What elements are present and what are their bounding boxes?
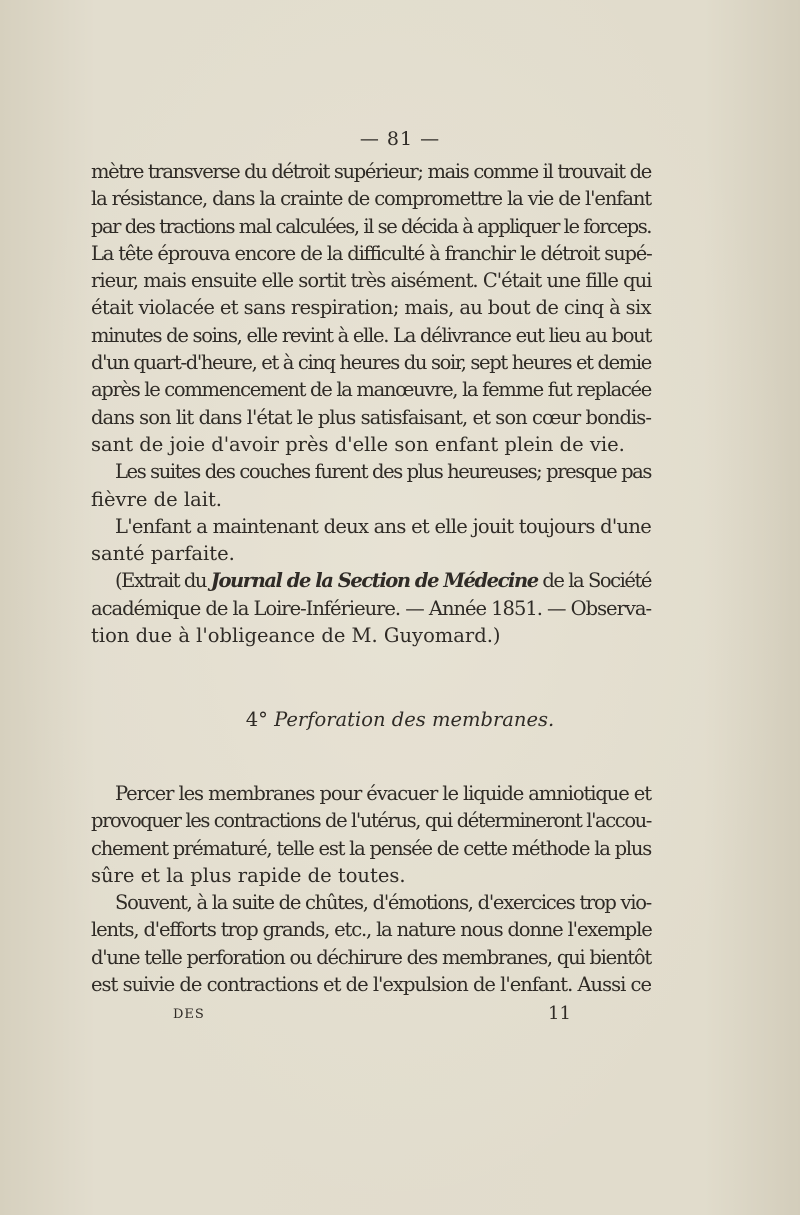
journal-title: Journal de la Section de Médecine bbox=[210, 569, 538, 593]
text-line: Les suites des couches furent des plus heureuses; presque pas bbox=[115, 460, 652, 484]
citation-after: de la Société bbox=[537, 569, 651, 593]
page-number: — 81 — bbox=[359, 128, 441, 150]
text-line: L'enfant a maintenant deux ans et elle jouit toujours d'une bbox=[115, 514, 651, 538]
citation-line bbox=[91, 567, 651, 594]
text-line: d'une telle perforation ou déchirure des membranes, qui bientôt bbox=[91, 945, 651, 969]
text-line: par des tractions mal calculées, il se décida à appliquer le forceps. bbox=[91, 214, 651, 238]
text-line: provoquer les contractions de l'utérus, qui détermineront l'accou- bbox=[91, 809, 651, 833]
text-line: rieur, mais ensuite elle sortit très aisément. C'était une fille qui bbox=[91, 269, 652, 293]
text-line: dans son lit dans l'état le plus satisfaisant, et son cœur bondis- bbox=[91, 405, 651, 429]
section-number: 4° bbox=[245, 708, 268, 731]
text-line: lents, d'efforts trop grands, etc., la nature nous donne l'exemple bbox=[91, 918, 652, 942]
text-line: Souvent, à la suite de chûtes, d'émotions, d'exercices trop vio- bbox=[115, 891, 651, 915]
text-line: après le commencement de la manœuvre, la femme fut replacée bbox=[91, 378, 651, 402]
sheet-number: 11 bbox=[548, 1003, 571, 1024]
signature-mark: DES bbox=[173, 1007, 205, 1022]
paragraph-block-1 bbox=[91, 158, 651, 649]
citation-line: tion due à l'obligeance de M. Guyomard.) bbox=[91, 624, 501, 648]
section-heading bbox=[0, 708, 800, 731]
text-line: est suivie de contractions et de l'expulsion de l'enfant. Aussi ce bbox=[91, 973, 651, 997]
paragraph-block-2 bbox=[91, 780, 651, 998]
text-line: chement prématuré, telle est la pensée de cette méthode la plus bbox=[91, 836, 651, 860]
section-title: Perforation des membranes. bbox=[274, 708, 555, 731]
citation-open: (Extrait du bbox=[115, 569, 211, 593]
text-line: santé parfaite. bbox=[91, 542, 235, 566]
text-line: Percer les membranes pour évacuer le liquide amniotique et bbox=[115, 782, 651, 805]
text-line: fièvre de lait. bbox=[91, 487, 222, 511]
text-line: la résistance, dans la crainte de compromettre la vie de l'enfant bbox=[91, 187, 651, 211]
text-line: sant de joie d'avoir près d'elle son enfant plein de vie. bbox=[91, 432, 625, 456]
text-line: mètre transverse du détroit supérieur; mais comme il trouvait de bbox=[91, 160, 651, 183]
text-line: était violacée et sans respiration; mais, au bout de cinq à six bbox=[91, 296, 651, 320]
text-line: sûre et la plus rapide de toutes. bbox=[91, 863, 406, 887]
text-line: d'un quart-d'heure, et à cinq heures du soir, sept heures et demie bbox=[91, 351, 651, 375]
text-line: La tête éprouva encore de la difficulté à franchir le détroit supé- bbox=[91, 241, 652, 265]
text-line: minutes de soins, elle revint à elle. La délivrance eut lieu au bout bbox=[91, 323, 651, 347]
citation-line: académique de la Loire-Inférieure. — Année 1851. — Observa- bbox=[91, 596, 651, 620]
